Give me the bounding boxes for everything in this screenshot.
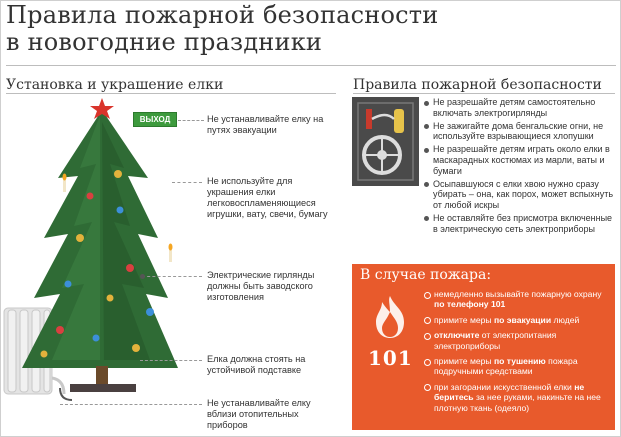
exit-sign: ВЫХОД <box>133 112 177 127</box>
list-item: примите меры по тушению пожара подручными средствами <box>424 356 612 377</box>
leader-line <box>140 360 202 361</box>
leader-line <box>178 120 204 121</box>
note-stand: Елка должна стоять на устойчивой подставке <box>207 354 306 375</box>
page-title <box>6 2 438 56</box>
emergency-number: 101 <box>368 346 413 370</box>
flame-icon <box>368 294 412 340</box>
list-item: Не разрешайте детям играть около елки в маскарадных костюмах из марли, ваты и бумаги <box>424 144 616 176</box>
title-line-1: Правила пожарной безопасности <box>6 1 439 29</box>
note-heaters: Не устанавливайте елку вблизи отопительных приборов <box>207 398 311 430</box>
note-decorations: Не используйте для украшения елки легковоспламеняющиеся игрушки, вату, свечи, бумагу <box>207 176 328 219</box>
list-item: Не зажигайте дома бенгальские огни, не используйте взрывающиеся хлопушки <box>424 121 616 143</box>
list-item: отключите от электропитания электроприборы <box>424 330 612 351</box>
leader-line <box>172 182 202 183</box>
note-evacuation: Не устанавливайте елку на путях эвакуации <box>207 114 324 135</box>
title-line-2: в новогодние праздники <box>6 28 323 56</box>
note-garlands: Электрические гирлянды должны быть заводского изготовления <box>207 270 315 302</box>
safety-rules-list <box>424 97 616 237</box>
leader-dot <box>140 274 145 279</box>
in-case-of-fire-panel <box>352 264 615 430</box>
fire-hose-icon <box>352 97 419 186</box>
list-item: Осыпавшуюся с елки хвою нужно сразу убирать – она, как порох, может вспыхнуть от любой искры <box>424 179 616 211</box>
fire-panel-title: В случае пожара: <box>360 267 492 283</box>
list-item: примите меры по эвакуации людей <box>424 315 612 325</box>
leader-line <box>142 276 202 277</box>
fire-actions-list <box>424 289 612 418</box>
right-section-heading: Правила пожарной безопасности <box>353 77 602 93</box>
list-item: Не разрешайте детям самостоятельно включать электрогирлянды <box>424 97 616 119</box>
fire-hydrant-box <box>352 97 419 186</box>
list-item: при загорании искусственной елки не беритесь за нее руками, накиньте на нее плотную ткань (одеяло) <box>424 382 612 413</box>
title-divider <box>6 65 616 66</box>
left-section-heading: Установка и украшение елки <box>6 77 224 93</box>
list-item: немедленно вызывайте пожарную охрану по телефону 101 <box>424 289 612 310</box>
list-item: Не оставляйте без присмотра включенные в электрическую сеть электроприборы <box>424 213 616 235</box>
right-heading-underline <box>353 93 615 94</box>
left-heading-underline <box>6 93 336 94</box>
leader-line <box>60 404 202 405</box>
christmas-tree-illustration <box>0 98 200 433</box>
